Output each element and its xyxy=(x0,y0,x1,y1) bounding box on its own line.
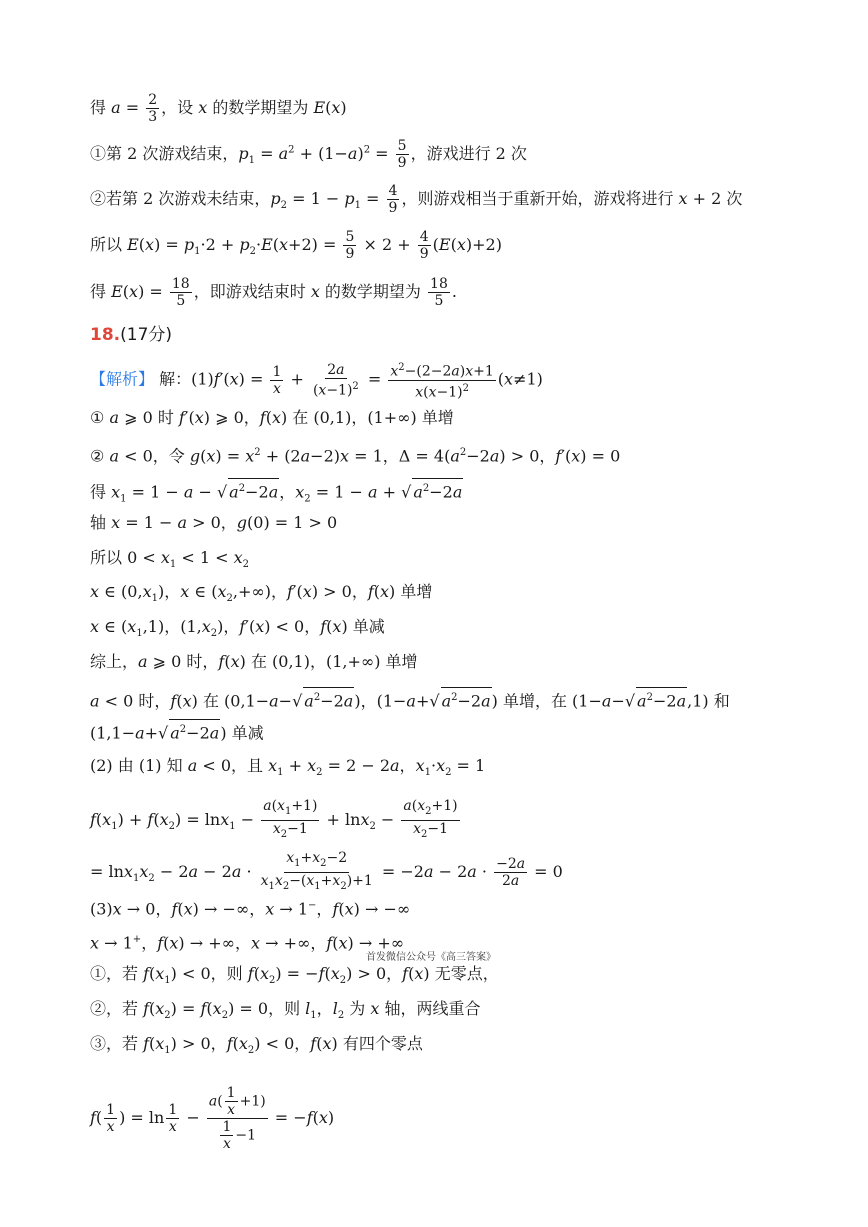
text-line: 所以 $0 < x_1 < 1 < x_2$ xyxy=(90,548,250,571)
text-line: ②若第 2 次游戏未结束，$p_2 = 1 - p_1$ = $\frac{4}{9}$ ，则游戏相当于重新开始，游戏将进行 x + 2 次 xyxy=(90,183,743,216)
text-line: (3)x → 0，f(x) → −∞，x → 1−，f(x) → −∞ xyxy=(90,899,411,919)
text-line: ①第 2 次游戏结束，$p_1 = a^2 + (1-a)^2$ = $\frac{5}{9}$ ，游戏进行 2 次 xyxy=(90,138,527,171)
text-line: x → 1+，f(x) → +∞，x → +∞，f(x) → +∞ xyxy=(90,933,405,953)
text-line: 轴 x = 1 − a > 0，g(0) = 1 > 0 xyxy=(90,513,338,532)
text-line: 所以 $E(x) = p_1\cdot 2 + p_2\cdot E(x+2)$ = $\frac{5}{9}$ × 2 + $\frac{4}{9}$ (E(x)+2) xyxy=(90,229,502,262)
watermark: 首发微信公众号《高三答案》 xyxy=(366,952,496,963)
text-line: ①，若 $f(x_1) < 0$，则 $f(x_2) = -f(x_2) > 0$，f(x) 无零点， xyxy=(90,964,499,987)
section-points: (17分) xyxy=(120,325,173,345)
text-line: a < 0 时，f(x) 在 (0,1−a−√ $a^2-2a$)，(1−a+√ $a^2-2a$) 单增，在 (1−a−√ $a^2-2a,1$) 和 xyxy=(90,687,730,711)
text-line: ① a ⩾ 0 时 f′(x) ⩾ 0，f(x) 在 (0,1)，(1+∞) 单增 xyxy=(90,408,454,427)
text-line: 【解析】 解：(1)f′(x) = $\frac{1}{x}$ + $\frac{2a}{(x-1)^2}$ = $\frac{x^2-(2-2a)x+1}{x(x-1)^2}$ (x≠1) xyxy=(90,361,543,401)
analysis-tag: 【解析】 xyxy=(90,369,155,389)
text-line: ②，若 $f(x_2) = f(x_2) = 0$，则 $l_1$，$l_2$ 为 x 轴，两线重合 xyxy=(90,999,481,1022)
text-line: (2) 由 (1) 知 a < 0，且 $x_1 + x_2 = 2 - 2a$，$x_1\cdot x_2 = 1$ xyxy=(90,756,486,779)
section-number: 18. xyxy=(90,325,121,345)
section-heading xyxy=(90,320,172,345)
text-line: f( $\frac{1}{x}$ ) = ln $\frac{1}{x}$ − a( $\frac{1}{x}$ +1) $\frac{1}{x}$ −1 = −f(x) xyxy=(90,1085,335,1152)
text-line: 得 a = $\frac{2}{3}$ ，设 x 的数学期望为 E(x) xyxy=(90,92,347,125)
text-line: ② a < 0，令 $g(x) = x^2 + (2a-2)x = 1$，$\Delta = 4(a^2-2a) > 0$，f′(x) = 0 xyxy=(90,446,621,466)
text-line: x ∈ $(x_1,1)$，$(1,x_2)$，f′(x) < 0，f(x) 单减 xyxy=(90,617,385,640)
text-line: x ∈ $(0,x_1)$，x ∈ $(x_2,+\infty)$，f′(x) > 0，f(x) 单增 xyxy=(90,582,433,605)
text-line: $f(x_1) + f(x_2) = \ln x_1$ − $\frac{a(x_1+1)}{x_2-1}$ + lnx$_2$ − $\frac{a(x_2+1)}{x_2-1}$ xyxy=(90,798,458,840)
text-line: ③，若 $f(x_1) > 0$，$f(x_2) < 0$，f(x) 有四个零点 xyxy=(90,1034,423,1057)
text-line: = $\ln x_1x_2 - 2a - 2a$ · $\frac{x_1+x_2-2}{x_1x_2-(x_1+x_2)+1}$ = −2a − 2a · $\frac{-2a}{2a}$ = 0 xyxy=(90,850,563,892)
text-line: 得 $x_1 = 1 - a$ − √ $a^2-2a$，$x_2 = 1 - a$ + √ $a^2-2a$ xyxy=(90,478,463,510)
text-line: 得 E(x) = $\frac{18}{5}$ ，即游戏结束时 x 的数学期望为 $\frac{18}{5}$ . xyxy=(90,276,457,309)
text-line: 综上，a ⩾ 0 时，f(x) 在 (0,1)，(1,+∞) 单增 xyxy=(90,652,418,671)
text-line: (1,1−a+√ $a^2-2a$) 单减 xyxy=(90,719,264,743)
